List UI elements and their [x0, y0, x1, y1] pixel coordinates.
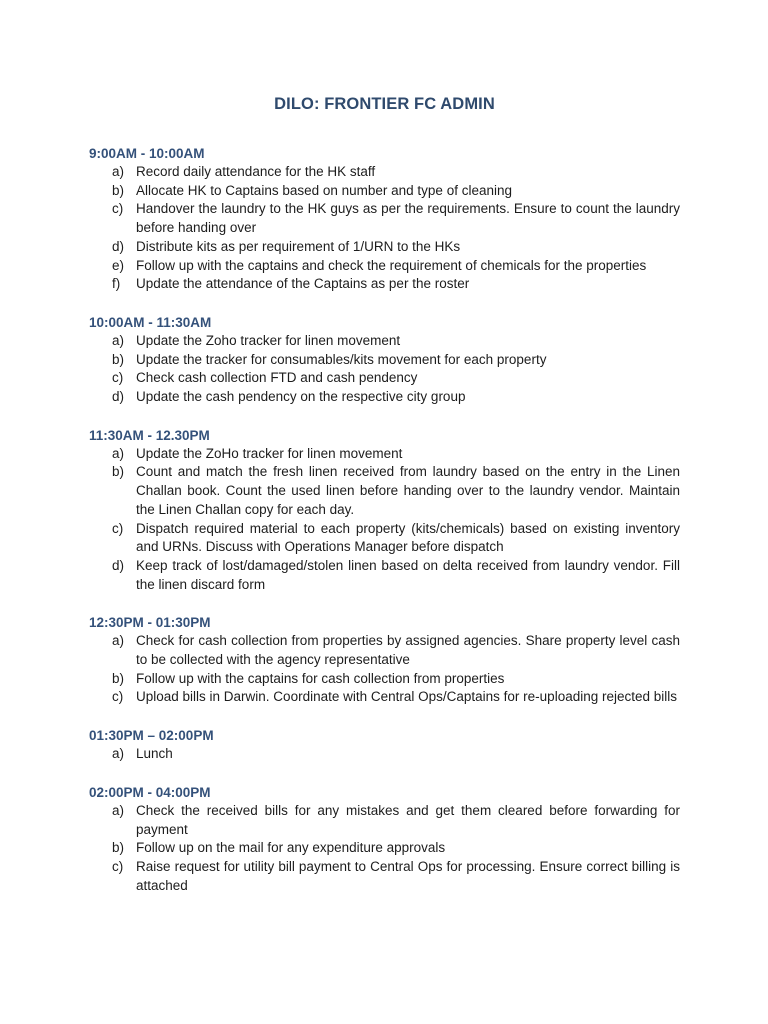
- task-item: [89, 632, 680, 669]
- task-marker: a): [112, 746, 125, 762]
- task-text: Update the Zoho tracker for linen movement: [136, 332, 401, 348]
- task-text: Upload bills in Darwin. Coordinate with Central Ops/Captains for re-uploading rejected bills: [136, 689, 678, 705]
- task-marker: a): [112, 633, 125, 649]
- task-item: [89, 745, 680, 764]
- task-item: [89, 520, 680, 557]
- task-marker: a): [112, 164, 125, 179]
- task-text: Handover the laundry to the HK guys as per the requirements. Ensure to count the laundry before handing over: [136, 201, 680, 236]
- task-item: [89, 858, 680, 895]
- task-text: Update the cash pendency on the respective city group: [136, 389, 466, 405]
- time-slot-heading: 02:00PM - 04:00PM: [89, 784, 211, 800]
- task-text: Update the ZoHo tracker for linen movement: [136, 445, 403, 461]
- task-item: [89, 351, 680, 370]
- task-item: [89, 388, 680, 407]
- task-item: [89, 445, 680, 464]
- task-marker: e): [112, 257, 125, 273]
- task-item: [89, 238, 680, 257]
- task-marker: d): [112, 557, 125, 573]
- task-marker: c): [112, 858, 124, 874]
- task-text: Follow up with the captains for cash collection from properties: [136, 670, 505, 686]
- task-item: [89, 182, 680, 201]
- task-marker: a): [112, 332, 125, 348]
- task-marker: f): [112, 276, 121, 292]
- task-item: [89, 332, 680, 351]
- task-item: [89, 163, 680, 182]
- task-item: [89, 557, 680, 594]
- task-list: [89, 745, 680, 764]
- task-marker: b): [112, 840, 125, 856]
- task-text: Distribute kits as per requirement of 1/URN to the HKs: [136, 238, 461, 254]
- task-text: Allocate HK to Captains based on number and type of cleaning: [136, 182, 512, 198]
- task-marker: b): [112, 351, 125, 367]
- schedule-section: [89, 726, 680, 764]
- task-item: [89, 257, 680, 276]
- task-item: [89, 839, 680, 858]
- task-text: Count and match the fresh linen received from laundry based on the entry in the Linen Challan book. Count the used linen before handing over to the laundry vendor. Maintain the Linen Challan copy for each day.: [136, 464, 680, 517]
- task-text: Check the received bills for any mistakes and get them cleared before forwarding for payment: [136, 802, 680, 837]
- task-list: [89, 632, 680, 707]
- task-marker: c): [112, 370, 124, 386]
- task-text: Dispatch required material to each property (kits/chemicals) based on existing inventory and URNs. Discuss with Operations Manager before dispatch: [136, 520, 680, 555]
- document-title: DILO: FRONTIER FC ADMIN: [274, 95, 495, 113]
- task-marker: d): [112, 238, 125, 254]
- schedule-section: [89, 144, 680, 294]
- task-item: [89, 688, 680, 707]
- task-item: [89, 670, 680, 689]
- task-list: [89, 445, 680, 595]
- task-item: [89, 200, 680, 237]
- time-slot-heading: 9:00AM - 10:00AM: [89, 146, 205, 161]
- task-item: [89, 369, 680, 388]
- task-text: Keep track of lost/damaged/stolen linen based on delta received from laundry vendor. Fill the linen discard form: [136, 557, 680, 592]
- task-marker: d): [112, 389, 125, 405]
- task-text: Update the tracker for consumables/kits movement for each property: [136, 351, 547, 367]
- schedule-sections: [89, 144, 680, 895]
- task-list: [89, 163, 680, 294]
- schedule-section: [89, 426, 680, 595]
- task-text: Raise request for utility bill payment to Central Ops for processing. Ensure correct billing is attached: [136, 858, 680, 893]
- task-marker: a): [112, 445, 125, 461]
- task-item: [89, 802, 680, 839]
- task-marker: c): [112, 520, 124, 536]
- task-marker: b): [112, 464, 125, 480]
- task-text: Record daily attendance for the HK staff: [136, 164, 376, 179]
- task-text: Check for cash collection from properties by assigned agencies. Share property level cash to be collected with the agency representative: [136, 633, 680, 668]
- task-text: Update the attendance of the Captains as per the roster: [136, 276, 470, 292]
- task-marker: c): [112, 689, 124, 705]
- time-slot-heading: 11:30AM - 12.30PM: [89, 427, 210, 443]
- schedule-section: [89, 613, 680, 707]
- task-list: [89, 332, 680, 407]
- task-list: [89, 802, 680, 896]
- task-item: [89, 275, 680, 294]
- task-text: Follow up with the captains and check the requirement of chemicals for the properties: [136, 257, 647, 273]
- time-slot-heading: 10:00AM - 11:30AM: [89, 314, 212, 330]
- task-item: [89, 463, 680, 519]
- task-marker: b): [112, 670, 125, 686]
- task-marker: a): [112, 802, 125, 818]
- task-text: Check cash collection FTD and cash pendency: [136, 370, 418, 386]
- time-slot-heading: 12:30PM - 01:30PM: [89, 615, 211, 631]
- task-marker: c): [112, 201, 124, 217]
- time-slot-heading: 01:30PM – 02:00PM: [89, 728, 214, 744]
- task-marker: b): [112, 182, 125, 198]
- task-text: Lunch: [136, 746, 173, 762]
- task-text: Follow up on the mail for any expenditure approvals: [136, 840, 446, 856]
- schedule-section: [89, 783, 680, 896]
- schedule-section: [89, 313, 680, 407]
